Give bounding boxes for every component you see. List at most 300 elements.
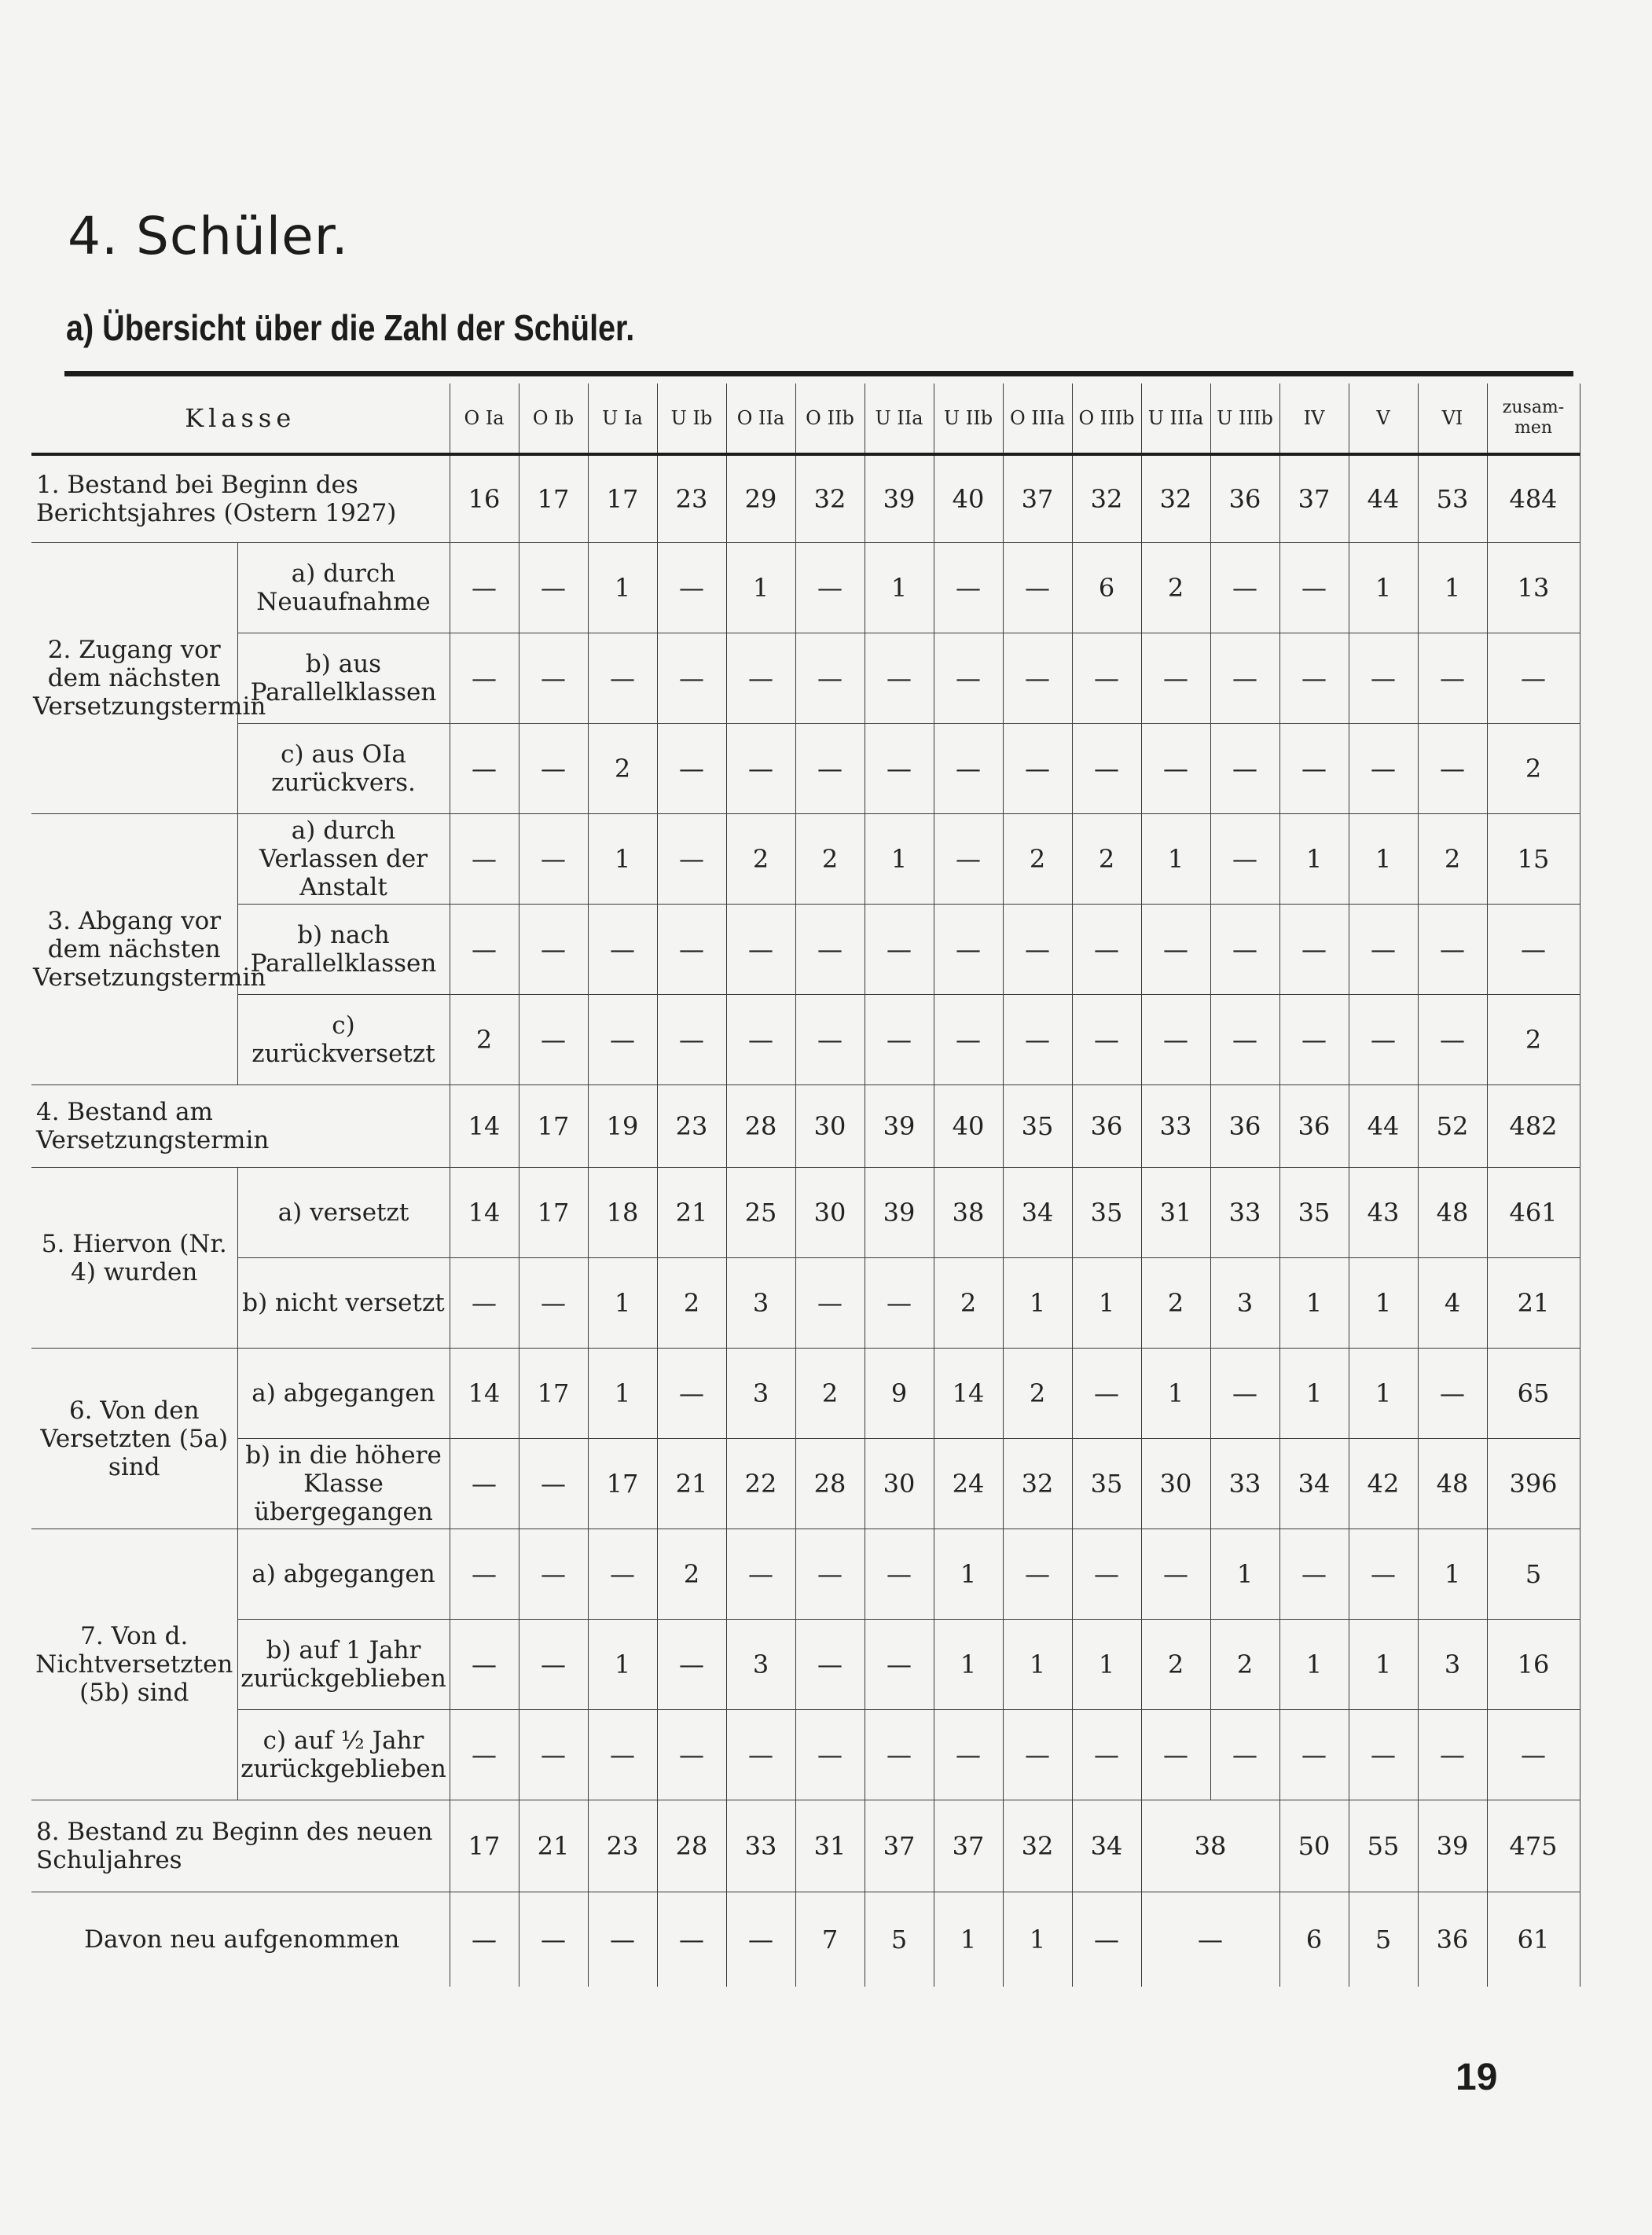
value-cell: — — [865, 1529, 934, 1620]
table-row — [31, 724, 1580, 814]
value-cell: 6 — [1072, 543, 1141, 633]
value-cell: 1 — [1349, 814, 1418, 905]
total-cell: 65 — [1487, 1349, 1580, 1439]
value-cell: 28 — [657, 1800, 726, 1892]
total-cell: 2 — [1487, 724, 1580, 814]
row-label: b) in die höhere Klasse übergegangen — [237, 1439, 450, 1529]
value-cell: 1 — [588, 1620, 657, 1710]
row-label: b) nicht versetzt — [237, 1258, 450, 1349]
value-cell: 17 — [519, 1349, 588, 1439]
value-cell: — — [1210, 633, 1279, 724]
section-subtitle: a) Übersicht über die Zahl der Schüler. — [66, 307, 635, 348]
value-cell: 1 — [865, 543, 934, 633]
value-cell: — — [1279, 543, 1349, 633]
value-cell: 1 — [1279, 1258, 1349, 1349]
value-cell: 39 — [1418, 1800, 1487, 1892]
col-header: U Ib — [657, 384, 726, 454]
value-cell: 44 — [1349, 454, 1418, 543]
value-cell: 17 — [519, 454, 588, 543]
value-cell: 42 — [1349, 1439, 1418, 1529]
page-title: 4. Schüler. — [68, 206, 349, 266]
value-cell: — — [726, 724, 795, 814]
table-row — [31, 1439, 1580, 1529]
value-cell: — — [934, 995, 1003, 1085]
col-header: O IIb — [795, 384, 865, 454]
total-cell: 15 — [1487, 814, 1580, 905]
value-cell: 44 — [1349, 1085, 1418, 1168]
value-cell: 38 — [934, 1168, 1003, 1258]
value-cell: — — [795, 995, 865, 1085]
value-cell: — — [1072, 1892, 1141, 1987]
value-cell: 36 — [1072, 1085, 1141, 1168]
header-row — [31, 384, 1580, 454]
value-cell: 1 — [934, 1892, 1003, 1987]
col-header: U Ia — [588, 384, 657, 454]
value-cell: 1 — [1349, 1349, 1418, 1439]
value-cell: — — [934, 814, 1003, 905]
value-cell: 32 — [1003, 1439, 1072, 1529]
value-cell: — — [657, 814, 726, 905]
value-cell: 4 — [1418, 1258, 1487, 1349]
value-cell: — — [865, 1620, 934, 1710]
value-cell: — — [588, 1892, 657, 1987]
value-cell: 35 — [1072, 1168, 1141, 1258]
row-label: b) aus Parallelklassen — [237, 633, 450, 724]
value-cell: — — [450, 724, 519, 814]
value-cell: — — [934, 543, 1003, 633]
value-cell: — — [450, 1529, 519, 1620]
value-cell: — — [726, 905, 795, 995]
col-header: U IIIa — [1141, 384, 1210, 454]
value-cell: 29 — [726, 454, 795, 543]
value-cell: 34 — [1072, 1800, 1141, 1892]
value-cell: — — [1210, 1349, 1279, 1439]
value-cell: 1 — [1279, 814, 1349, 905]
value-cell: 35 — [1072, 1439, 1141, 1529]
pupil-statistics-table — [31, 384, 1580, 1987]
value-cell: — — [519, 814, 588, 905]
row-group-label: 3. Abgang vor dem nächsten Versetzungstermin — [31, 814, 237, 1085]
value-cell: 1 — [865, 814, 934, 905]
value-cell: — — [1279, 995, 1349, 1085]
value-cell: — — [1418, 724, 1487, 814]
value-cell: — — [726, 995, 795, 1085]
value-cell: 3 — [726, 1258, 795, 1349]
value-cell: — — [1279, 905, 1349, 995]
value-cell: — — [726, 1529, 795, 1620]
value-cell: 52 — [1418, 1085, 1487, 1168]
value-cell: 3 — [726, 1349, 795, 1439]
value-cell: — — [1279, 1710, 1349, 1800]
row-label: Davon neu aufgenommen — [31, 1892, 450, 1987]
value-cell: — — [934, 1710, 1003, 1800]
col-header-total: zusam-men — [1487, 384, 1580, 454]
value-cell: 9 — [865, 1349, 934, 1439]
total-cell: 396 — [1487, 1439, 1580, 1529]
col-header: O Ia — [450, 384, 519, 454]
value-cell: — — [795, 1710, 865, 1800]
value-cell: — — [450, 1620, 519, 1710]
total-cell: 484 — [1487, 454, 1580, 543]
value-cell: — — [865, 633, 934, 724]
value-cell: — — [1210, 1710, 1279, 1800]
value-cell: — — [795, 543, 865, 633]
value-cell: 23 — [657, 454, 726, 543]
value-cell: 34 — [1279, 1439, 1349, 1529]
value-cell: — — [450, 1439, 519, 1529]
value-cell: — — [795, 1258, 865, 1349]
value-cell: — — [657, 724, 726, 814]
value-cell: — — [1141, 995, 1210, 1085]
value-cell: — — [1349, 633, 1418, 724]
value-cell: 37 — [934, 1800, 1003, 1892]
value-cell: — — [726, 1892, 795, 1987]
value-cell: 1 — [588, 1258, 657, 1349]
value-cell: — — [450, 1892, 519, 1987]
value-cell: 2 — [934, 1258, 1003, 1349]
value-cell: 36 — [1210, 1085, 1279, 1168]
value-cell: — — [657, 1710, 726, 1800]
value-cell: — — [1349, 724, 1418, 814]
value-cell: — — [865, 1258, 934, 1349]
value-cell: — — [519, 1892, 588, 1987]
value-cell: 33 — [1141, 1085, 1210, 1168]
value-cell: — — [934, 724, 1003, 814]
value-cell: 1 — [588, 814, 657, 905]
total-cell: 21 — [1487, 1258, 1580, 1349]
value-cell: 1 — [934, 1529, 1003, 1620]
row-label: c) auf ½ Jahr zurückgeblieben — [237, 1710, 450, 1800]
value-cell: — — [1349, 995, 1418, 1085]
value-cell: — — [1210, 724, 1279, 814]
value-cell: — — [450, 543, 519, 633]
value-cell: 30 — [795, 1168, 865, 1258]
value-cell: — — [657, 905, 726, 995]
value-cell: — — [1003, 995, 1072, 1085]
value-cell: 30 — [865, 1439, 934, 1529]
col-header: U IIb — [934, 384, 1003, 454]
row-label: a) versetzt — [237, 1168, 450, 1258]
row-label: 4. Bestand am Versetzungstermin — [31, 1085, 450, 1168]
value-cell: — — [1003, 905, 1072, 995]
value-cell: 1 — [1349, 1620, 1418, 1710]
value-cell: 32 — [1141, 454, 1210, 543]
value-cell: 31 — [1141, 1168, 1210, 1258]
value-cell: — — [1072, 633, 1141, 724]
table-row — [31, 814, 1580, 905]
value-cell: 24 — [934, 1439, 1003, 1529]
value-cell: — — [1072, 995, 1141, 1085]
total-cell: 16 — [1487, 1620, 1580, 1710]
value-cell: 48 — [1418, 1168, 1487, 1258]
value-cell: — — [450, 633, 519, 724]
value-cell: — — [865, 1710, 934, 1800]
value-cell: 33 — [726, 1800, 795, 1892]
table-row — [31, 454, 1580, 543]
value-cell: 2 — [795, 1349, 865, 1439]
value-cell: — — [1072, 1710, 1141, 1800]
value-cell: — — [450, 1258, 519, 1349]
value-cell: 48 — [1418, 1439, 1487, 1529]
value-cell: — — [588, 905, 657, 995]
value-cell: 19 — [588, 1085, 657, 1168]
value-cell: 1 — [1210, 1529, 1279, 1620]
value-cell: 1 — [588, 543, 657, 633]
value-cell: — — [934, 905, 1003, 995]
value-cell: 23 — [657, 1085, 726, 1168]
value-cell: — — [934, 633, 1003, 724]
value-cell: 1 — [1072, 1258, 1141, 1349]
value-cell: — — [588, 1710, 657, 1800]
value-cell: 14 — [450, 1168, 519, 1258]
value-cell: — — [519, 995, 588, 1085]
value-cell: — — [1349, 1529, 1418, 1620]
col-header: V — [1349, 384, 1418, 454]
value-cell: 17 — [588, 454, 657, 543]
value-cell: — — [657, 995, 726, 1085]
value-cell: 2 — [726, 814, 795, 905]
table-row — [31, 1349, 1580, 1439]
value-cell: 53 — [1418, 454, 1487, 543]
table-row — [31, 1168, 1580, 1258]
value-cell: — — [657, 633, 726, 724]
row-group-label: 7. Von d. Nichtversetzten (5b) sind — [31, 1529, 237, 1800]
value-cell: 37 — [865, 1800, 934, 1892]
value-cell: 2 — [1003, 814, 1072, 905]
value-cell: 32 — [795, 454, 865, 543]
value-cell: 16 — [450, 454, 519, 543]
total-cell: 13 — [1487, 543, 1580, 633]
total-cell: — — [1487, 633, 1580, 724]
value-cell: 39 — [865, 454, 934, 543]
value-cell: — — [657, 1892, 726, 1987]
value-cell: 18 — [588, 1168, 657, 1258]
row-label: 1. Bestand bei Beginn des Berichtsjahres (Ostern 1927) — [31, 454, 450, 543]
row-label: c) aus OIa zurückvers. — [237, 724, 450, 814]
value-cell: — — [519, 724, 588, 814]
col-header: O IIIa — [1003, 384, 1072, 454]
value-cell: — — [1003, 1529, 1072, 1620]
value-cell: 38 — [1141, 1800, 1279, 1892]
value-cell: — — [1210, 543, 1279, 633]
total-cell: 461 — [1487, 1168, 1580, 1258]
value-cell: 28 — [795, 1439, 865, 1529]
table-row — [31, 543, 1580, 633]
value-cell: 1 — [934, 1620, 1003, 1710]
value-cell: — — [1141, 1529, 1210, 1620]
value-cell: 1 — [1349, 543, 1418, 633]
value-cell: 1 — [1349, 1258, 1418, 1349]
value-cell: 1 — [1418, 543, 1487, 633]
value-cell: 3 — [726, 1620, 795, 1710]
col-header: U IIIb — [1210, 384, 1279, 454]
value-cell: 5 — [865, 1892, 934, 1987]
value-cell: 33 — [1210, 1439, 1279, 1529]
value-cell: 1 — [1072, 1620, 1141, 1710]
value-cell: 2 — [657, 1529, 726, 1620]
total-cell: 2 — [1487, 995, 1580, 1085]
col-header: O IIa — [726, 384, 795, 454]
value-cell: 1 — [1141, 1349, 1210, 1439]
value-cell: 30 — [1141, 1439, 1210, 1529]
table-row — [31, 995, 1580, 1085]
table-row — [31, 1710, 1580, 1800]
value-cell: 5 — [1349, 1892, 1418, 1987]
value-cell: — — [1279, 724, 1349, 814]
value-cell: — — [1003, 1710, 1072, 1800]
value-cell: — — [1349, 1710, 1418, 1800]
table-row — [31, 1085, 1580, 1168]
value-cell: 25 — [726, 1168, 795, 1258]
value-cell: — — [657, 1620, 726, 1710]
page-number: 19 — [1456, 2057, 1498, 2098]
total-cell: 475 — [1487, 1800, 1580, 1892]
top-rule — [64, 371, 1573, 376]
value-cell: 2 — [588, 724, 657, 814]
value-cell: — — [865, 995, 934, 1085]
value-cell: 21 — [519, 1800, 588, 1892]
value-cell: 6 — [1279, 1892, 1349, 1987]
value-cell: — — [1072, 905, 1141, 995]
value-cell: — — [795, 905, 865, 995]
value-cell: 2 — [450, 995, 519, 1085]
value-cell: — — [1141, 1892, 1279, 1987]
value-cell: 1 — [1003, 1620, 1072, 1710]
value-cell: 3 — [1210, 1258, 1279, 1349]
value-cell: — — [1418, 1710, 1487, 1800]
statistics-table-wrap — [31, 384, 1580, 1987]
value-cell: — — [1072, 1529, 1141, 1620]
value-cell: 33 — [1210, 1168, 1279, 1258]
value-cell: — — [865, 724, 934, 814]
value-cell: — — [795, 1620, 865, 1710]
value-cell: — — [519, 633, 588, 724]
table-row — [31, 1620, 1580, 1710]
value-cell: 1 — [1279, 1349, 1349, 1439]
value-cell: 22 — [726, 1439, 795, 1529]
value-cell: 37 — [1003, 454, 1072, 543]
value-cell: — — [1141, 1710, 1210, 1800]
row-label: b) auf 1 Jahr zurückgeblieben — [237, 1620, 450, 1710]
value-cell: 35 — [1279, 1168, 1349, 1258]
value-cell: 23 — [588, 1800, 657, 1892]
value-cell: — — [657, 1349, 726, 1439]
value-cell: — — [1210, 905, 1279, 995]
value-cell: — — [1003, 543, 1072, 633]
total-cell: — — [1487, 905, 1580, 995]
value-cell: 32 — [1003, 1800, 1072, 1892]
value-cell: — — [519, 1710, 588, 1800]
value-cell: 2 — [1210, 1620, 1279, 1710]
value-cell: 50 — [1279, 1800, 1349, 1892]
value-cell: 17 — [519, 1168, 588, 1258]
value-cell: 17 — [450, 1800, 519, 1892]
value-cell: — — [1141, 633, 1210, 724]
value-cell: — — [519, 1620, 588, 1710]
col-header: U IIa — [865, 384, 934, 454]
value-cell: — — [450, 1710, 519, 1800]
value-cell: 17 — [519, 1085, 588, 1168]
table-row — [31, 1258, 1580, 1349]
value-cell: — — [795, 724, 865, 814]
value-cell: 7 — [795, 1892, 865, 1987]
value-cell: 1 — [726, 543, 795, 633]
col-header: O Ib — [519, 384, 588, 454]
value-cell: — — [519, 905, 588, 995]
value-cell: — — [1349, 905, 1418, 995]
value-cell: 1 — [1141, 814, 1210, 905]
row-label: c) zurückversetzt — [237, 995, 450, 1085]
col-header: O IIIb — [1072, 384, 1141, 454]
value-cell: — — [1141, 905, 1210, 995]
value-cell: 34 — [1003, 1168, 1072, 1258]
value-cell: — — [1210, 995, 1279, 1085]
value-cell: 21 — [657, 1168, 726, 1258]
value-cell: — — [1003, 633, 1072, 724]
row-group-label: 5. Hiervon (Nr. 4) wurden — [31, 1168, 237, 1349]
row-label: 8. Bestand zu Beginn des neuen Schuljahres — [31, 1800, 450, 1892]
value-cell: — — [1141, 724, 1210, 814]
value-cell: 31 — [795, 1800, 865, 1892]
value-cell: 36 — [1418, 1892, 1487, 1987]
value-cell: 14 — [450, 1349, 519, 1439]
value-cell: 40 — [934, 454, 1003, 543]
value-cell: 40 — [934, 1085, 1003, 1168]
col-header: VI — [1418, 384, 1487, 454]
value-cell: — — [1072, 1349, 1141, 1439]
value-cell: — — [450, 814, 519, 905]
value-cell: 1 — [1418, 1529, 1487, 1620]
value-cell: — — [1418, 995, 1487, 1085]
value-cell: — — [1279, 633, 1349, 724]
value-cell: — — [1072, 724, 1141, 814]
value-cell: 1 — [1279, 1620, 1349, 1710]
row-group-label: 2. Zugang vor dem nächsten Versetzungstermin — [31, 543, 237, 814]
value-cell: 21 — [657, 1439, 726, 1529]
row-label: a) abgegangen — [237, 1349, 450, 1439]
row-label: b) nach Parallelklassen — [237, 905, 450, 995]
value-cell: — — [1418, 905, 1487, 995]
value-cell: 17 — [588, 1439, 657, 1529]
value-cell: 2 — [795, 814, 865, 905]
value-cell: — — [1418, 1349, 1487, 1439]
value-cell: 36 — [1210, 454, 1279, 543]
row-label: a) durch Verlassen der Anstalt — [237, 814, 450, 905]
value-cell: 2 — [657, 1258, 726, 1349]
value-cell: 2 — [1003, 1349, 1072, 1439]
value-cell: 14 — [450, 1085, 519, 1168]
total-cell: 482 — [1487, 1085, 1580, 1168]
value-cell: 36 — [1279, 1085, 1349, 1168]
row-label: a) durch Neuaufnahme — [237, 543, 450, 633]
row-label: a) abgegangen — [237, 1529, 450, 1620]
value-cell: 30 — [795, 1085, 865, 1168]
value-cell: — — [588, 995, 657, 1085]
table-row — [31, 1529, 1580, 1620]
value-cell: 2 — [1141, 543, 1210, 633]
value-cell: 1 — [588, 1349, 657, 1439]
value-cell: — — [657, 543, 726, 633]
value-cell: 14 — [934, 1349, 1003, 1439]
value-cell: — — [450, 905, 519, 995]
value-cell: 2 — [1141, 1258, 1210, 1349]
value-cell: — — [865, 905, 934, 995]
row-group-label: 6. Von den Versetzten (5a) sind — [31, 1349, 237, 1529]
value-cell: 1 — [1003, 1892, 1072, 1987]
value-cell: — — [1279, 1529, 1349, 1620]
table-row — [31, 1892, 1580, 1987]
value-cell: 55 — [1349, 1800, 1418, 1892]
